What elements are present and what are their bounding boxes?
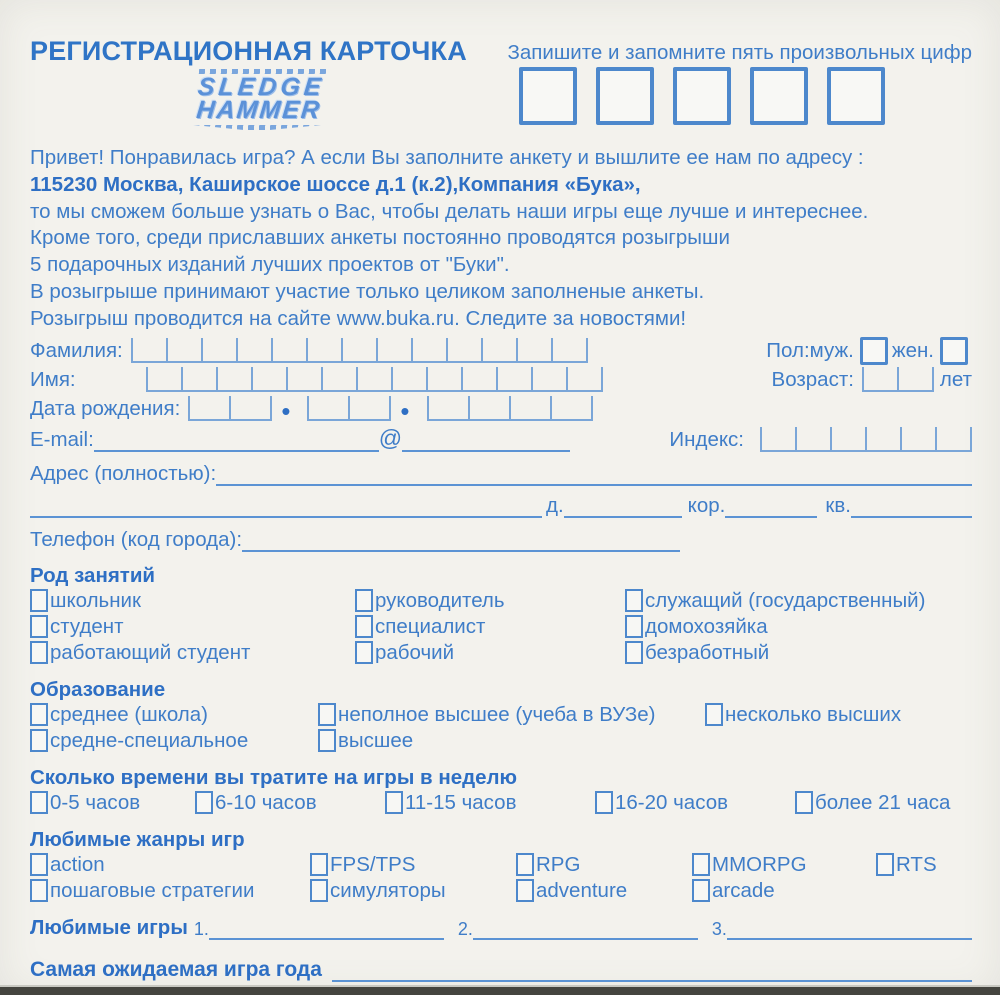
checkbox-icon[interactable] xyxy=(516,879,534,902)
checkbox-icon[interactable] xyxy=(30,729,48,752)
house-label: д. xyxy=(546,493,564,517)
address-label: Адрес (полностью): xyxy=(30,461,217,485)
hours-option-6-10[interactable]: 6-10 часов xyxy=(195,790,385,816)
awaited-game-header: Самая ожидаемая игра года xyxy=(30,957,322,981)
checkbox-icon[interactable] xyxy=(30,615,48,638)
intro-line-5: 5 подарочных изданий лучших проектов от "Буки". xyxy=(30,253,510,277)
age-units-label: лет xyxy=(939,367,972,391)
email-label: E-mail: xyxy=(30,427,94,451)
phone-label: Телефон (код города): xyxy=(30,527,243,551)
checkbox-icon[interactable] xyxy=(692,879,710,902)
phone-field[interactable] xyxy=(242,526,680,552)
occupation-option-specialist[interactable]: специалист xyxy=(355,614,625,640)
genre-option-turn-based[interactable]: пошаговые стратегии xyxy=(30,878,310,904)
building-field[interactable] xyxy=(725,492,817,518)
intro-line-1: Привет! Понравилась игра? А если Вы заполните анкету и вышлите ее нам по адресу : xyxy=(30,146,864,169)
index-field[interactable] xyxy=(760,427,972,452)
page-title: РЕГИСТРАЦИОННАЯ КАРТОЧКА xyxy=(30,36,467,66)
male-label: муж. xyxy=(809,338,854,362)
digit-box[interactable] xyxy=(673,67,731,125)
genre-option-action[interactable]: action xyxy=(30,852,310,878)
checkbox-icon[interactable] xyxy=(795,791,813,814)
email-domain-field[interactable] xyxy=(402,426,570,452)
checkbox-icon[interactable] xyxy=(310,853,328,876)
occupation-option-unemployed[interactable]: безработный xyxy=(625,640,972,666)
intro-line-3: то мы сможем больше узнать о Вас, чтобы делать наши игры еще лучше и интереснее. xyxy=(30,199,869,223)
checkbox-icon[interactable] xyxy=(705,703,723,726)
surname-label: Фамилия: xyxy=(30,338,123,362)
hours-option-0-5[interactable]: 0-5 часов xyxy=(30,790,195,816)
education-option-vocational[interactable]: средне-специальное xyxy=(30,728,318,754)
favorite-game-1-number: 1. xyxy=(193,918,209,939)
intro-line-6: В розыгрыше принимают участие только целиком заполненые анкеты. xyxy=(30,279,705,303)
checkbox-icon[interactable] xyxy=(516,853,534,876)
checkbox-icon[interactable] xyxy=(355,641,373,664)
checkbox-icon[interactable] xyxy=(625,589,643,612)
hours-option-21-plus[interactable]: более 21 часа xyxy=(795,790,950,816)
favorite-game-1-field[interactable] xyxy=(209,914,444,940)
birth-year-field[interactable] xyxy=(427,396,593,421)
building-label: кор. xyxy=(687,493,726,517)
intro-line-7: Розыгрыш проводится на сайте www.buka.ru. Следите за новостями! xyxy=(30,306,687,330)
genre-option-rpg[interactable]: RPG xyxy=(516,852,692,878)
birthdate-label: Дата рождения: xyxy=(30,396,181,420)
index-label: Индекс: xyxy=(669,427,744,451)
email-at-sign: @ xyxy=(378,424,403,451)
date-separator-dot: • xyxy=(281,395,291,426)
scan-edge-strip xyxy=(0,987,1000,995)
intro-paragraph xyxy=(0,145,1000,333)
email-local-field[interactable] xyxy=(94,426,379,452)
favorite-game-3-number: 3. xyxy=(711,918,727,939)
checkbox-icon[interactable] xyxy=(30,641,48,664)
checkbox-icon[interactable] xyxy=(318,729,336,752)
digit-box[interactable] xyxy=(519,67,577,125)
digit-box[interactable] xyxy=(596,67,654,125)
surname-field[interactable] xyxy=(131,338,588,363)
gender-male-checkbox[interactable] xyxy=(860,337,888,365)
hours-options xyxy=(0,790,1000,816)
date-separator-dot: • xyxy=(400,395,410,426)
occupation-option-manager[interactable]: руководитель xyxy=(355,588,625,614)
checkbox-icon[interactable] xyxy=(355,615,373,638)
checkbox-icon[interactable] xyxy=(30,589,48,612)
favorite-game-2-field[interactable] xyxy=(473,914,698,940)
name-label: Имя: xyxy=(30,367,76,391)
favorite-games-header: Любимые игры xyxy=(30,915,188,939)
digit-box[interactable] xyxy=(827,67,885,125)
education-option-secondary[interactable]: среднее (школа) xyxy=(30,702,318,728)
occupation-option-working-student[interactable]: работающий студент xyxy=(30,640,355,666)
genre-option-mmorpg[interactable]: MMORPG xyxy=(692,852,876,878)
education-option-incomplete-higher[interactable]: неполное высшее (учеба в ВУЗе) xyxy=(318,702,705,728)
gender-label: Пол: xyxy=(766,338,810,362)
occupation-option-student[interactable]: студент xyxy=(30,614,355,640)
hours-option-11-15[interactable]: 11-15 часов xyxy=(385,790,595,816)
age-label: Возраст: xyxy=(771,367,854,391)
apartment-field[interactable] xyxy=(851,492,972,518)
checkbox-icon[interactable] xyxy=(318,703,336,726)
gender-female-checkbox[interactable] xyxy=(940,337,968,365)
checkbox-icon[interactable] xyxy=(692,853,710,876)
digit-boxes[interactable] xyxy=(519,67,885,125)
genre-option-adventure[interactable]: adventure xyxy=(516,878,692,904)
favorite-game-2-number: 2. xyxy=(457,918,473,939)
intro-line-4: Кроме того, среди приславших анкеты постоянно проводятся розыгрыши xyxy=(30,226,730,250)
mailing-address: 115230 Москва, Каширское шоссе д.1 (к.2),Компания «Бука», xyxy=(30,172,641,196)
female-label: жен. xyxy=(891,338,934,362)
occupation-options xyxy=(0,588,1000,666)
checkbox-icon[interactable] xyxy=(30,703,48,726)
genre-option-fps-tps[interactable]: FPS/TPS xyxy=(310,852,516,878)
checkbox-icon[interactable] xyxy=(355,589,373,612)
digits-instruction: Запишите и запомните пять произвольных цифр xyxy=(507,41,972,64)
checkbox-icon[interactable] xyxy=(876,853,894,876)
checkbox-icon[interactable] xyxy=(625,641,643,664)
occupation-header: Род занятий xyxy=(30,563,156,587)
age-field[interactable] xyxy=(862,367,934,392)
education-option-higher[interactable]: высшее xyxy=(318,728,705,754)
genres-header: Любимые жанры игр xyxy=(30,827,245,851)
education-options xyxy=(0,702,1000,754)
name-field[interactable] xyxy=(146,367,603,392)
genres-options xyxy=(0,852,1000,904)
birth-month-field[interactable] xyxy=(307,396,391,421)
birth-day-field[interactable] xyxy=(188,396,272,421)
hours-header: Сколько времени вы тратите на игры в неделю xyxy=(30,765,518,789)
checkbox-icon[interactable] xyxy=(595,791,613,814)
house-field[interactable] xyxy=(564,492,682,518)
checkbox-icon[interactable] xyxy=(385,791,403,814)
sledge-hammer-logo xyxy=(157,69,363,130)
education-header: Образование xyxy=(30,677,166,701)
checkbox-icon[interactable] xyxy=(30,853,48,876)
favorite-game-3-field[interactable] xyxy=(727,914,972,940)
occupation-option-schoolboy[interactable]: школьник xyxy=(30,588,355,614)
checkbox-icon[interactable] xyxy=(195,791,213,814)
hours-option-16-20[interactable]: 16-20 часов xyxy=(595,790,795,816)
genre-option-simulators[interactable]: симуляторы xyxy=(310,878,516,904)
occupation-option-civil-servant[interactable]: служащий (государственный) xyxy=(625,588,972,614)
checkbox-icon[interactable] xyxy=(310,879,328,902)
checkbox-icon[interactable] xyxy=(30,791,48,814)
education-option-several-higher[interactable]: несколько высших xyxy=(705,702,972,728)
logo-text-hammer: HAMMER xyxy=(195,96,323,124)
genre-option-arcade[interactable]: arcade xyxy=(692,878,876,904)
digit-box[interactable] xyxy=(750,67,808,125)
genre-option-rts[interactable]: RTS xyxy=(876,852,972,878)
address-field-line1[interactable] xyxy=(216,460,972,486)
awaited-game-field[interactable] xyxy=(332,956,972,982)
occupation-option-housewife[interactable]: домохозяйка xyxy=(625,614,972,640)
apartment-label: кв. xyxy=(825,493,851,517)
address-field-line2[interactable] xyxy=(30,492,542,518)
checkbox-icon[interactable] xyxy=(30,879,48,902)
occupation-option-worker[interactable]: рабочий xyxy=(355,640,625,666)
checkbox-icon[interactable] xyxy=(625,615,643,638)
logo-text-sledge: SLEDGE xyxy=(196,73,327,101)
